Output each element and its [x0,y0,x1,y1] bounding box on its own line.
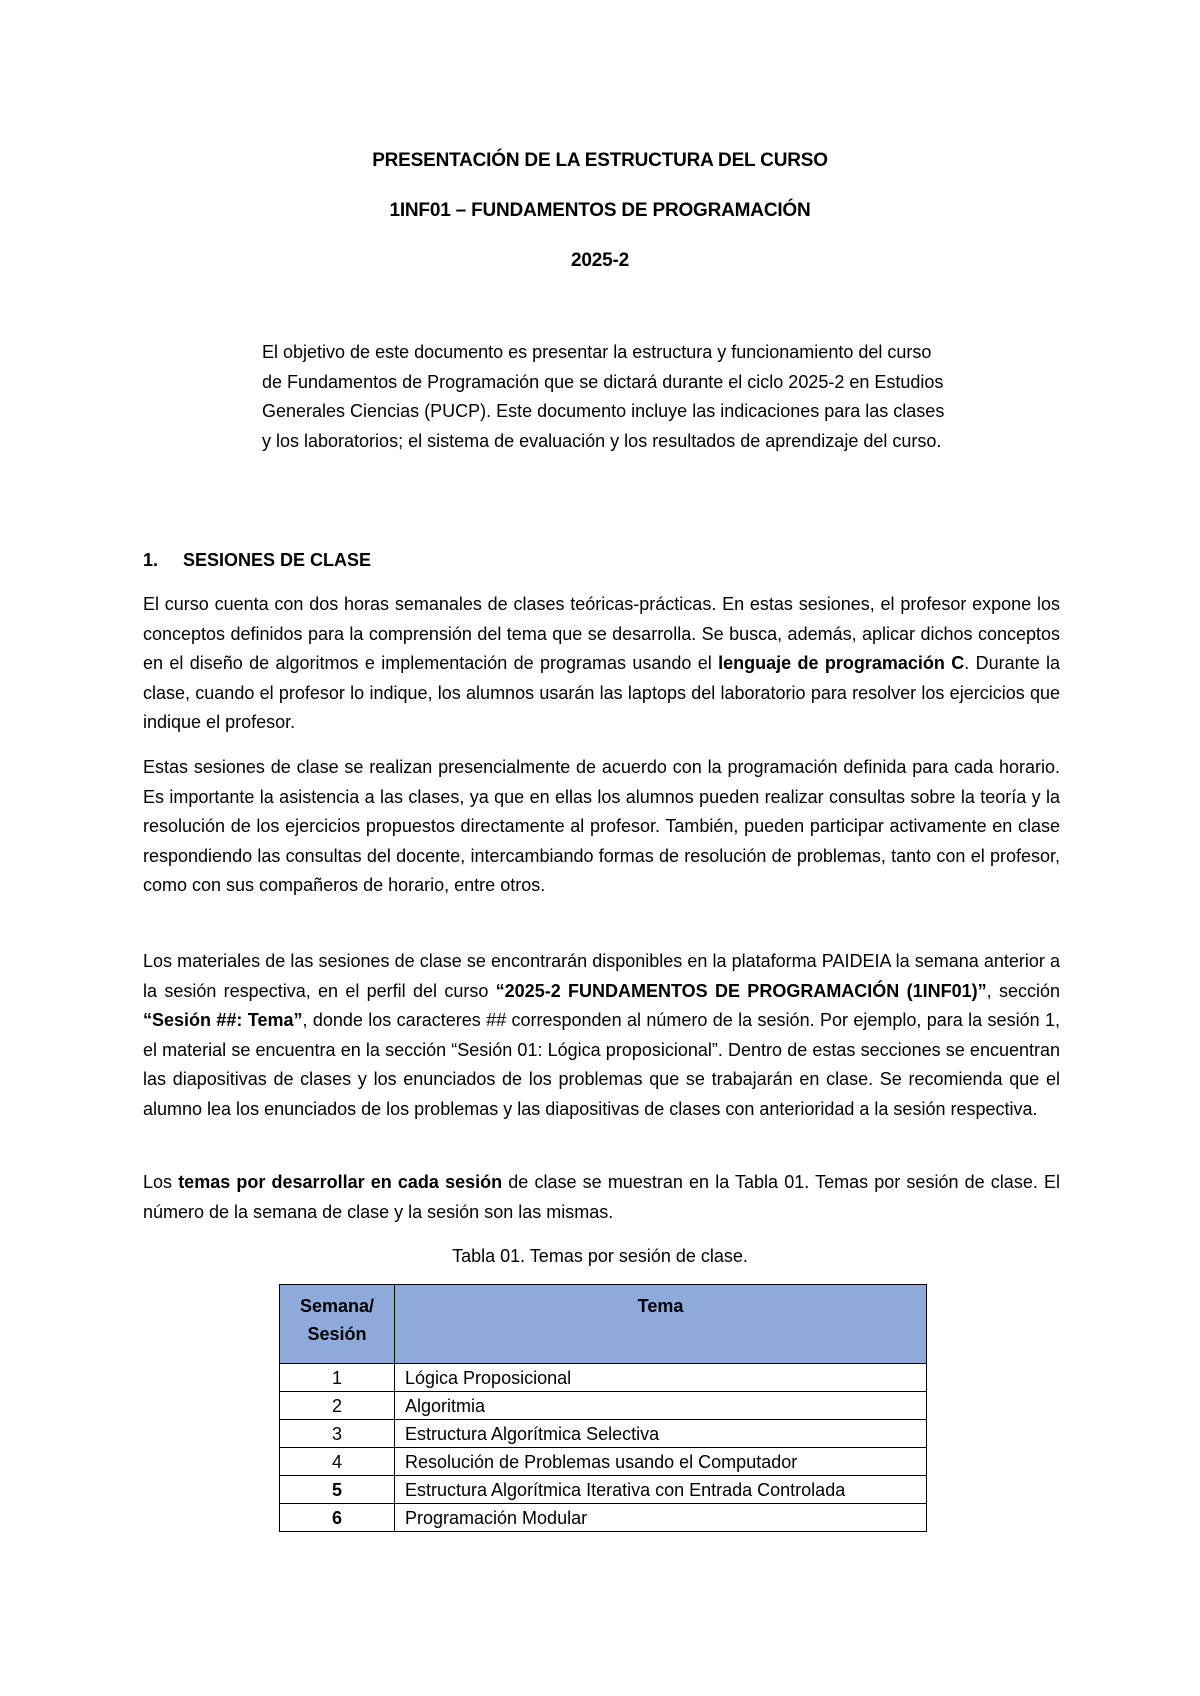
document-title: PRESENTACIÓN DE LA ESTRUCTURA DEL CURSO [372,150,828,171]
header-topic: Tema [395,1285,927,1364]
row-topic: Algoritmia [395,1392,927,1420]
header-week-label: Semana/ [299,1296,375,1316]
table-row [280,1392,927,1420]
course-code-title: 1INF01 – FUNDAMENTOS DE PROGRAMACIÓN [389,200,811,221]
header-week-session [280,1285,395,1364]
paragraph-1-text-a: El curso cuenta con dos horas semanales de clases teóricas-prácticas. En estas sesiones, el profesor expone los conceptos definidos para la comprensión del tema que se desarrolla. Se busca, además, aplicar dichos conceptos en el diseño de algoritmos e implementación de programas usando el [143,594,1060,673]
paragraph-4 [143,1168,1060,1227]
row-topic: Estructura Algorítmica Iterativa con Entrada Controlada [395,1476,927,1504]
paragraph-2: Estas sesiones de clase se realizan presencialmente de acuerdo con la programación definida para cada horario. Es importante la asistencia a las clases, ya que en ellas los alumnos pueden realizar consultas sobre la teoría y la resolución de los ejercicios propuestos directamente al profesor. También, pueden participar activamente en clase respondiendo las consultas del docente, intercambiando formas de resolución de problemas, tanto con el profesor, como con sus compañeros de horario, entre otros. [143,757,1060,895]
row-topic: Resolución de Problemas usando el Computador [395,1448,927,1476]
section-heading [143,550,371,571]
row-number: 4 [280,1448,395,1476]
row-topic: Programación Modular [395,1504,927,1532]
paragraph-1-text-b: . Durante la clase, cuando el profesor lo indique, los alumnos usarán las laptops del laboratorio para resolver los ejercicios que indique el profesor. [143,653,1060,732]
table-header-row [280,1285,927,1364]
section-title: SESIONES DE CLASE [183,550,372,570]
row-number: 2 [280,1392,395,1420]
table-row [280,1448,927,1476]
paragraph-1 [143,590,1060,738]
row-number: 1 [280,1364,395,1392]
paragraph-3-text-c: , donde los caracteres ## corresponden al número de la sesión. Por ejemplo, para la sesión 1, el material se encuentra en la sección “Sesión 01: Lógica proposicional”. Dentro de estas secciones se encuentran las diapositivas de clases y los enunciados de los problemas que se trabajarán en clase. Se recomienda que el alumno lea los enunciados de los problemas y las diapositivas de clases con anterioridad a la sesión respectiva. [143,1010,1060,1119]
paragraph-4-bold: temas por desarrollar en cada sesión [178,1172,503,1192]
row-number: 3 [280,1420,395,1448]
header-session-label: Sesión [307,1324,367,1344]
paragraph-4-text-a: Los [143,1172,179,1192]
paragraph-1-bold: lenguaje de programación C [718,653,965,673]
paragraph-3-bold-section: “Sesión ##: Tema” [143,1010,303,1030]
paragraph-4-text-b: de clase se muestran en la Tabla 01. Temas por sesión de clase. El número de la semana de clase y la sesión son las mismas. [143,1172,1060,1222]
paragraph-3-bold-course: “2025-2 FUNDAMENTOS DE PROGRAMACIÓN (1INF01)” [495,980,987,1001]
term-title: 2025-2 [571,250,629,271]
table-row [280,1504,927,1532]
table-row [280,1476,927,1504]
row-number: 5 [280,1476,395,1504]
table-caption: Tabla 01. Temas por sesión de clase. [452,1246,748,1266]
paragraph-3-text-a: Los materiales de las sesiones de clase se encontrarán disponibles en la plataforma PAIDEIA la semana anterior a la sesión respectiva, en el perfil del curso [143,951,1060,1001]
paragraph-3 [143,947,1060,1124]
intro-paragraph: El objetivo de este documento es presentar la estructura y funcionamiento del curso de Fundamentos de Programación que se dictará durante el ciclo 2025-2 en Estudios Generales Ciencias (PUCP). Este documento incluye las indicaciones para las clases y los laboratorios; el sistema de evaluación y los resultados de aprendizaje del curso. [262,342,945,451]
paragraph-3-text-b: , sección [986,980,1060,1001]
section-number: 1. [143,550,159,570]
row-topic: Lógica Proposicional [395,1364,927,1392]
topics-table [279,1284,927,1532]
table-row [280,1420,927,1448]
row-number: 6 [280,1504,395,1532]
table-row [280,1364,927,1392]
row-topic: Estructura Algorítmica Selectiva [395,1420,927,1448]
